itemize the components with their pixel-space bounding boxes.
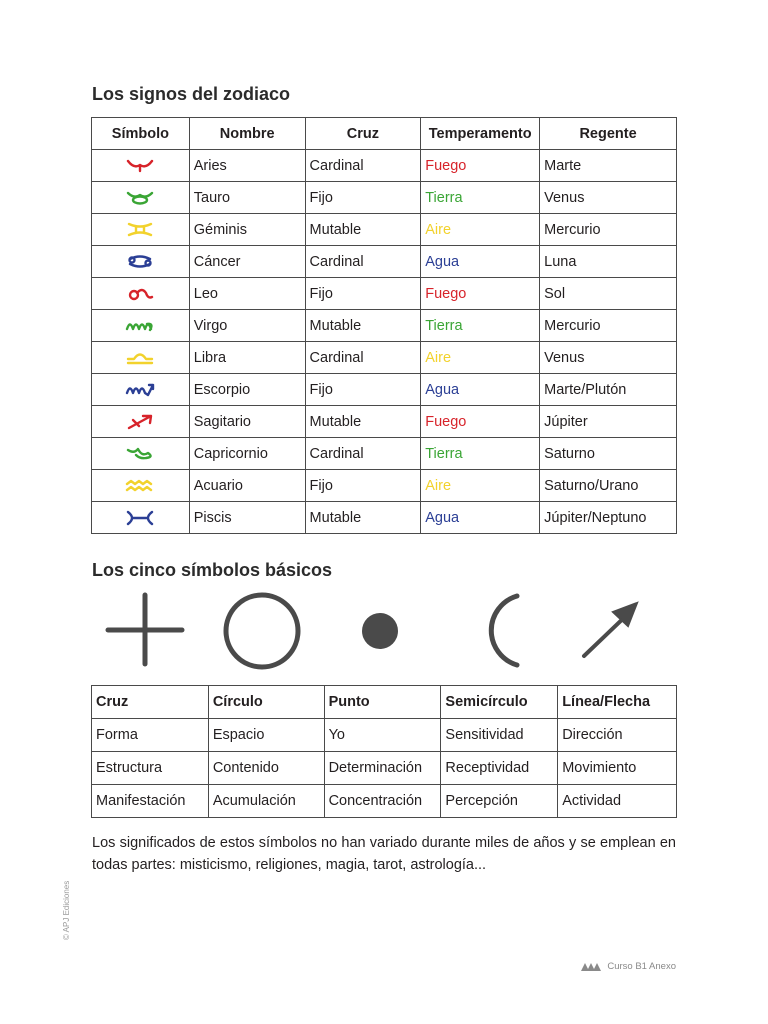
table-cell: Actividad xyxy=(558,785,677,818)
name-cell: Virgo xyxy=(189,310,305,342)
taurus-icon xyxy=(124,189,156,207)
table-row xyxy=(92,438,677,470)
name-cell: Aries xyxy=(189,150,305,182)
name-cell: Tauro xyxy=(189,182,305,214)
cross-cell: Mutable xyxy=(305,502,421,534)
symbol-cell xyxy=(92,374,190,406)
name-cell: Sagitario xyxy=(189,406,305,438)
header-punto: Punto xyxy=(324,686,441,719)
name-cell: Leo xyxy=(189,278,305,310)
name-cell: Piscis xyxy=(189,502,305,534)
table-row xyxy=(92,470,677,502)
pisces-icon xyxy=(124,509,156,527)
temperament-cell: Tierra xyxy=(421,438,540,470)
symbol-cell xyxy=(92,214,190,246)
sagittarius-icon xyxy=(124,413,156,431)
symbol-cell xyxy=(92,406,190,438)
circle-icon xyxy=(226,595,298,667)
table-cell: Estructura xyxy=(92,752,209,785)
table-row xyxy=(92,785,677,818)
name-cell: Acuario xyxy=(189,470,305,502)
table-row xyxy=(92,278,677,310)
header-linea-flecha: Línea/Flecha xyxy=(558,686,677,719)
footer xyxy=(581,961,676,972)
copyright-credit: © APJ Ediciones xyxy=(62,880,71,940)
table-cell: Determinación xyxy=(324,752,441,785)
temperament-cell: Aire xyxy=(421,214,540,246)
gemini-icon xyxy=(124,221,156,239)
temperament-cell: Agua xyxy=(421,502,540,534)
virgo-icon xyxy=(124,317,156,335)
scorpio-icon xyxy=(124,381,156,399)
table-cell: Percepción xyxy=(441,785,558,818)
semicircle-icon xyxy=(491,596,517,665)
zodiac-table xyxy=(91,117,677,534)
capricorn-icon xyxy=(124,445,156,463)
zodiac-header-row xyxy=(92,118,677,150)
cross-cell: Fijo xyxy=(305,374,421,406)
aries-icon xyxy=(124,157,156,175)
symbol-cell xyxy=(92,278,190,310)
table-row xyxy=(92,182,677,214)
table-row xyxy=(92,374,677,406)
temperament-cell: Aire xyxy=(421,470,540,502)
ruler-cell: Sol xyxy=(540,278,677,310)
cross-cell: Fijo xyxy=(305,182,421,214)
header-cross: Cruz xyxy=(305,118,421,150)
temperament-cell: Aire xyxy=(421,342,540,374)
temperament-cell: Agua xyxy=(421,246,540,278)
table-cell: Receptividad xyxy=(441,752,558,785)
cross-cell: Cardinal xyxy=(305,246,421,278)
symbol-cell xyxy=(92,310,190,342)
temperament-cell: Fuego xyxy=(421,278,540,310)
header-circulo: Círculo xyxy=(208,686,324,719)
table-row xyxy=(92,342,677,374)
header-name: Nombre xyxy=(189,118,305,150)
ruler-cell: Luna xyxy=(540,246,677,278)
aquarius-icon xyxy=(124,477,156,495)
ruler-cell: Mercurio xyxy=(540,214,677,246)
temperament-cell: Agua xyxy=(421,374,540,406)
table-cell: Acumulación xyxy=(208,785,324,818)
header-symbol: Símbolo xyxy=(92,118,190,150)
symbol-cell xyxy=(92,470,190,502)
ruler-cell: Venus xyxy=(540,182,677,214)
table-cell: Sensitividad xyxy=(441,719,558,752)
table-cell: Contenido xyxy=(208,752,324,785)
basic-symbols-table xyxy=(91,685,677,818)
table-cell: Espacio xyxy=(208,719,324,752)
name-cell: Libra xyxy=(189,342,305,374)
cross-cell: Mutable xyxy=(305,214,421,246)
zodiac-title: Los signos del zodiaco xyxy=(92,84,291,104)
temperament-cell: Tierra xyxy=(421,182,540,214)
ruler-cell: Marte xyxy=(540,150,677,182)
cross-cell: Fijo xyxy=(305,278,421,310)
ruler-cell: Saturno/Urano xyxy=(540,470,677,502)
basic-symbols-row xyxy=(100,590,660,680)
table-row xyxy=(92,150,677,182)
temperament-cell: Tierra xyxy=(421,310,540,342)
name-cell: Escorpio xyxy=(189,374,305,406)
leo-icon xyxy=(124,285,156,303)
table-row xyxy=(92,406,677,438)
temperament-cell: Fuego xyxy=(421,406,540,438)
table-row xyxy=(92,719,677,752)
explanation-paragraph: Los significados de estos símbolos no han variado durante miles de años y se emplean en todas partes: misticismo, religiones, magia, tarot, astrología... xyxy=(92,835,676,873)
cross-cell: Cardinal xyxy=(305,150,421,182)
cross-icon xyxy=(108,595,182,664)
ruler-cell: Venus xyxy=(540,342,677,374)
header-ruler: Regente xyxy=(540,118,677,150)
libra-icon xyxy=(124,349,156,367)
header-semicirculo: Semicírculo xyxy=(441,686,558,719)
symbol-cell xyxy=(92,342,190,374)
table-row xyxy=(92,752,677,785)
table-cell: Yo xyxy=(324,719,441,752)
table-row xyxy=(92,310,677,342)
cross-cell: Fijo xyxy=(305,470,421,502)
name-cell: Cáncer xyxy=(189,246,305,278)
cross-cell: Mutable xyxy=(305,310,421,342)
cross-cell: Cardinal xyxy=(305,438,421,470)
symbol-cell xyxy=(92,150,190,182)
basic-symbols-title: Los cinco símbolos básicos xyxy=(92,560,333,580)
symbol-cell xyxy=(92,438,190,470)
table-cell: Concentración xyxy=(324,785,441,818)
cross-cell: Cardinal xyxy=(305,342,421,374)
publisher-logo-icon xyxy=(581,963,601,971)
ruler-cell: Marte/Plutón xyxy=(540,374,677,406)
header-temperament: Temperamento xyxy=(421,118,540,150)
arrow-icon xyxy=(584,603,637,656)
name-cell: Capricornio xyxy=(189,438,305,470)
table-cell: Dirección xyxy=(558,719,677,752)
cancer-icon xyxy=(124,253,156,271)
table-row xyxy=(92,246,677,278)
symbol-cell xyxy=(92,502,190,534)
ruler-cell: Saturno xyxy=(540,438,677,470)
symbol-cell xyxy=(92,182,190,214)
table-cell: Movimiento xyxy=(558,752,677,785)
ruler-cell: Júpiter xyxy=(540,406,677,438)
table-row xyxy=(92,214,677,246)
name-cell: Géminis xyxy=(189,214,305,246)
table-cell: Forma xyxy=(92,719,209,752)
basic-header-row xyxy=(92,686,677,719)
table-row xyxy=(92,502,677,534)
ruler-cell: Júpiter/Neptuno xyxy=(540,502,677,534)
ruler-cell: Mercurio xyxy=(540,310,677,342)
footer-text: Curso B1 Anexo xyxy=(607,961,676,972)
cross-cell: Mutable xyxy=(305,406,421,438)
symbol-cell xyxy=(92,246,190,278)
table-cell: Manifestación xyxy=(92,785,209,818)
dot-icon xyxy=(362,613,398,649)
temperament-cell: Fuego xyxy=(421,150,540,182)
header-cruz: Cruz xyxy=(92,686,209,719)
